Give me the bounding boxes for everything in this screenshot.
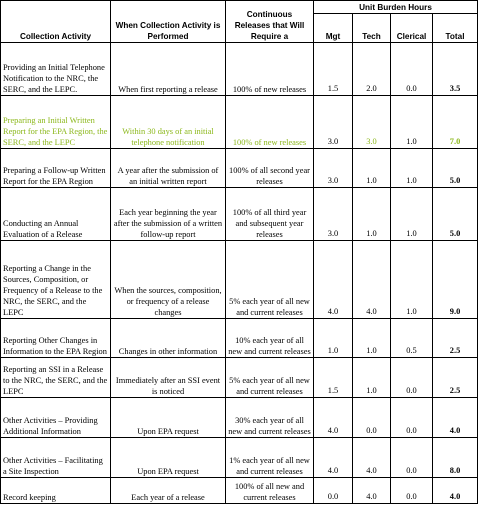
cell-mgt: 1.5 <box>314 358 353 398</box>
cell-mgt: 3.0 <box>314 96 353 149</box>
cell-tech: 4.0 <box>353 438 391 478</box>
cell-clerical: 1.0 <box>391 188 433 241</box>
cell-mgt: 4.0 <box>314 398 353 438</box>
cell-total: 9.0 <box>433 241 478 319</box>
cell-total: 2.5 <box>433 358 478 398</box>
cell-when: Each year beginning the year after the submission of a written follow-up report <box>111 188 226 241</box>
cell-clerical: 0.0 <box>391 478 433 504</box>
table-row <box>1 149 478 188</box>
cell-when: A year after the submission of an initial written report <box>111 149 226 188</box>
cell-clerical: 1.0 <box>391 96 433 149</box>
cell-mgt: 3.0 <box>314 149 353 188</box>
table-row <box>1 358 478 398</box>
cell-activity: Record keeping <box>1 478 111 504</box>
cell-activity: Preparing a Follow-up Written Report for the EPA Region <box>1 149 111 188</box>
cell-releases: 5% each year of all new and current releases <box>226 241 314 319</box>
cell-total: 5.0 <box>433 188 478 241</box>
cell-when: Upon EPA request <box>111 438 226 478</box>
table-row <box>1 96 478 149</box>
cell-clerical: 1.0 <box>391 149 433 188</box>
cell-releases: 1% each year of all new and current releases <box>226 438 314 478</box>
cell-total: 3.5 <box>433 43 478 96</box>
header-when: When Collection Activity is Performed <box>111 1 226 43</box>
table-row <box>1 398 478 438</box>
cell-clerical: 1.0 <box>391 241 433 319</box>
cell-mgt: 1.0 <box>314 319 353 358</box>
cell-tech: 3.0 <box>353 96 391 149</box>
cell-activity: Other Activities – Facilitating a Site Inspection <box>1 438 111 478</box>
cell-total: 4.0 <box>433 478 478 504</box>
cell-releases: 100% of all new and current releases <box>226 478 314 504</box>
cell-activity: Conducting an Annual Evaluation of a Release <box>1 188 111 241</box>
cell-when: Upon EPA request <box>111 398 226 438</box>
cell-activity: Preparing an Initial Written Report for the EPA Region, the SERC, and the LEPC <box>1 96 111 149</box>
table-row <box>1 319 478 358</box>
cell-clerical: 0.0 <box>391 438 433 478</box>
cell-mgt: 0.0 <box>314 478 353 504</box>
cell-mgt: 4.0 <box>314 438 353 478</box>
table-row <box>1 241 478 319</box>
cell-activity: Reporting an SSI in a Release to the NRC, the SERC, and the LEPC <box>1 358 111 398</box>
cell-releases: 100% of new releases <box>226 43 314 96</box>
cell-releases: 100% of all third year and subsequent year releases <box>226 188 314 241</box>
cell-releases: 30% each year of all new and current releases <box>226 398 314 438</box>
cell-mgt: 4.0 <box>314 241 353 319</box>
cell-when: When first reporting a release <box>111 43 226 96</box>
header-tech: Tech <box>353 14 391 43</box>
cell-activity: Reporting a Change in the Sources, Composition, or Frequency of a Release to the NRC, the SERC, and the LEPC <box>1 241 111 319</box>
cell-tech: 1.0 <box>353 319 391 358</box>
cell-total: 4.0 <box>433 398 478 438</box>
cell-mgt: 1.5 <box>314 43 353 96</box>
cell-total: 2.5 <box>433 319 478 358</box>
header-mgt: Mgt <box>314 14 353 43</box>
cell-activity: Other Activities – Providing Additional Information <box>1 398 111 438</box>
cell-tech: 2.0 <box>353 43 391 96</box>
cell-tech: 1.0 <box>353 188 391 241</box>
cell-releases: 5% each year of all new and current releases <box>226 358 314 398</box>
cell-when: Immediately after an SSI event is noticed <box>111 358 226 398</box>
cell-mgt: 3.0 <box>314 188 353 241</box>
cell-clerical: 0.5 <box>391 319 433 358</box>
table-row <box>1 43 478 96</box>
cell-releases: 100% of all second year releases <box>226 149 314 188</box>
header-total: Total <box>433 14 478 43</box>
table-row <box>1 478 478 504</box>
cell-tech: 1.0 <box>353 149 391 188</box>
table-row <box>1 438 478 478</box>
cell-activity: Reporting Other Changes in Information to the EPA Region <box>1 319 111 358</box>
header-activity: Collection Activity <box>1 1 111 43</box>
cell-clerical: 0.0 <box>391 43 433 96</box>
cell-when: Changes in other information <box>111 319 226 358</box>
cell-total: 7.0 <box>433 96 478 149</box>
cell-releases: 10% each year of all new and current releases <box>226 319 314 358</box>
header-burden-group: Unit Burden Hours <box>314 1 478 14</box>
cell-tech: 1.0 <box>353 358 391 398</box>
cell-tech: 4.0 <box>353 478 391 504</box>
cell-when: Within 30 days of an initial telephone notification <box>111 96 226 149</box>
header-clerical: Clerical <box>391 14 433 43</box>
cell-activity: Providing an Initial Telephone Notification to the NRC, the SERC, and the LEPC. <box>1 43 111 96</box>
cell-tech: 4.0 <box>353 241 391 319</box>
cell-total: 5.0 <box>433 149 478 188</box>
cell-when: When the sources, composition, or frequency of a release changes <box>111 241 226 319</box>
cell-clerical: 0.0 <box>391 398 433 438</box>
cell-releases: 100% of new releases <box>226 96 314 149</box>
cell-total: 8.0 <box>433 438 478 478</box>
header-releases: Continuous Releases that Will Require a <box>226 1 314 43</box>
cell-when: Each year of a release <box>111 478 226 504</box>
cell-clerical: 0.0 <box>391 358 433 398</box>
cell-tech: 0.0 <box>353 398 391 438</box>
table-row <box>1 188 478 241</box>
